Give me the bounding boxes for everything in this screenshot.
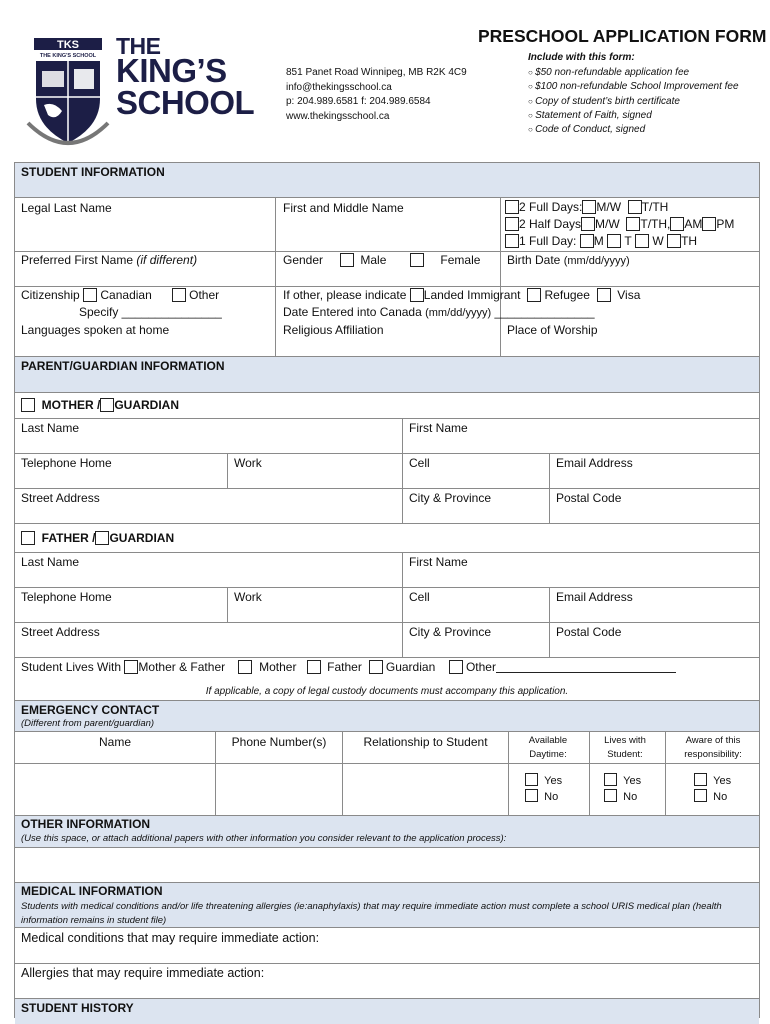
lives-with-row [21,660,676,674]
col-aware-header: Aware of this responsibility: [684,735,742,760]
other-info-textarea[interactable] [15,849,759,882]
schedule-full-days-row [505,200,668,214]
form-title: PRESCHOOL APPLICATION FORM [478,26,767,46]
mother-email-field[interactable]: Email Address [556,456,633,470]
lives-mother-checkbox[interactable] [238,660,252,674]
lives-with-label: Student Lives With [21,660,122,674]
mother-label: MOTHER / [41,398,101,412]
parent-info-title: PARENT/GUARDIAN INFORMATION [21,359,225,373]
row-divider [15,251,759,252]
phone-line: p: 204.989.6581 f: 204.989.6584 [286,96,431,107]
logo-tks-text: TKS [57,39,79,51]
row-divider [15,622,759,623]
row-divider [15,963,759,964]
father-guardian-checkbox[interactable] [95,531,109,545]
col-divider [402,552,403,657]
date-entered-line: _______________ [494,305,595,319]
medical-conditions-field[interactable]: Medical conditions that may require immediate action: [21,931,320,945]
specify-field[interactable]: Specify _______________ [79,305,222,319]
mw-label: M/W [596,200,622,214]
school-address-block [286,66,467,124]
citizenship-label: Citizenship [21,288,80,302]
student-info-title: STUDENT INFORMATION [21,165,165,179]
student-history-title: STUDENT HISTORY [21,1001,134,1015]
school-crest-logo [22,35,114,153]
father-postal-field[interactable]: Postal Code [556,625,622,639]
mother-work-phone-field[interactable]: Work [234,456,262,470]
am-label: AM [684,217,703,231]
schedule-half-days-row [505,217,734,231]
m-label: M [593,234,604,248]
available-no-checkbox[interactable] [525,789,538,802]
tth-comma-label: T/TH, [640,217,671,231]
col-divider [589,732,590,815]
mother-guardian-checkbox[interactable] [100,398,114,412]
half-days-mw-checkbox[interactable] [581,217,595,231]
first-middle-name-field[interactable]: First and Middle Name [283,201,404,215]
other-info-title: OTHER INFORMATION [21,817,151,831]
day-th-checkbox[interactable] [667,234,681,248]
citizenship-other-checkbox[interactable] [172,288,186,302]
allergies-field[interactable]: Allergies that may require immediate action: [21,966,265,980]
available-yes-checkbox[interactable] [525,773,538,786]
lives-mother-father-checkbox[interactable] [124,660,138,674]
w-label: W [652,234,664,248]
birth-date-field[interactable] [507,253,630,267]
refugee-checkbox[interactable] [527,288,541,302]
aware-no-checkbox[interactable] [694,789,707,802]
mw-label: M/W [595,217,620,231]
row-divider [15,418,759,419]
father-guardian-row [21,531,174,545]
gender-label: Gender [283,253,324,267]
visa-label: Visa [617,288,641,302]
email-line: info@thekingsschool.ca [286,81,392,93]
lives-mother-father-label: Mother & Father [138,660,226,674]
row-divider [15,763,759,764]
full-days-tth-checkbox[interactable] [628,200,642,214]
day-m-checkbox[interactable] [580,234,594,248]
lives-other-label: Other [465,660,496,674]
yes-label: Yes [623,775,642,787]
col-name-header: Name [98,735,131,749]
no-label: No [713,791,728,803]
school-name-the: THE [116,33,161,59]
date-entered-field[interactable] [283,305,595,319]
col-divider [227,587,228,622]
lives-father-checkbox[interactable] [307,660,321,674]
father-checkbox[interactable] [21,531,35,545]
guardian-label: GUARDIAN [109,531,175,545]
yes-label: Yes [544,775,563,787]
lives-yes-checkbox[interactable] [604,773,617,786]
father-city-field[interactable]: City & Province [409,625,492,639]
place-of-worship-field[interactable]: Place of Worship [507,323,598,337]
landed-immigrant-checkbox[interactable] [410,288,424,302]
if-other-label: If other, please indicate [283,288,407,302]
father-work-phone-field[interactable]: Work [234,590,262,604]
date-entered-format: (mm/dd/yyyy) [425,307,492,319]
mother-street-field[interactable]: Street Address [21,491,100,505]
school-name-school: SCHOOL [116,84,255,121]
mother-first-name-field[interactable]: First Name [409,421,468,435]
half-days-2-checkbox[interactable] [505,217,519,231]
mother-cell-field[interactable]: Cell [409,456,430,470]
aware-yes-no [694,773,731,805]
col-divider [227,453,228,488]
male-checkbox[interactable] [340,253,354,267]
aware-yes-checkbox[interactable] [694,773,707,786]
available-yes-no [525,773,562,805]
no-label: No [623,791,638,803]
row-divider [15,587,759,588]
visa-checkbox[interactable] [597,288,611,302]
emergency-title: EMERGENCY CONTACT [21,703,160,717]
lives-mother-label: Mother [259,660,297,674]
col-divider [665,732,666,815]
lives-guardian-checkbox[interactable] [369,660,383,674]
full-days-mw-checkbox[interactable] [582,200,596,214]
birth-date-label: Birth Date [507,253,561,267]
mother-home-phone-field[interactable]: Telephone Home [21,456,112,470]
include-item: ○ Copy of student’s birth certificate [528,95,739,109]
include-item: ○ Statement of Faith, signed [528,109,739,123]
languages-field[interactable]: Languages spoken at home [21,323,170,337]
lives-other-checkbox[interactable] [449,660,463,674]
col-divider [500,198,501,356]
row-divider [15,552,759,553]
half-days-pm-checkbox[interactable] [702,217,716,231]
mother-last-name-field[interactable]: Last Name [21,421,80,435]
canadian-label: Canadian [100,288,152,302]
full-day-1-label: 1 Full Day: [519,234,577,248]
lives-guardian-label: Guardian [385,660,436,674]
legal-last-name-field[interactable]: Legal Last Name [21,201,112,215]
full-days-2-label: 2 Full Days: [519,200,583,214]
preferred-name-label: Preferred First Name [21,253,134,267]
if-different-note: (if different) [136,253,198,267]
half-days-2-label: 2 Half Days [519,217,582,231]
col-lives-header: Lives with Student: [604,735,646,760]
father-last-name-field[interactable]: Last Name [21,555,80,569]
include-title: Include with this form: [528,52,635,63]
father-home-phone-field[interactable]: Telephone Home [21,590,112,604]
t-label: T [624,234,632,248]
mother-city-field[interactable]: City & Province [409,491,492,505]
row-divider [15,657,759,658]
address-line: 851 Panet Road Winnipeg, MB R2K 4C9 [286,67,467,78]
website-line: www.thekingsschool.ca [286,110,390,122]
father-label: FATHER / [41,531,96,545]
medical-title: MEDICAL INFORMATION [21,884,163,898]
full-days-2-checkbox[interactable] [505,200,519,214]
female-checkbox[interactable] [410,253,424,267]
immigration-status-row [283,288,640,302]
no-label: No [544,791,559,803]
lives-other-line[interactable] [496,661,676,673]
logo-subtitle: THE KING'S SCHOOL [39,53,97,59]
th-label: TH [681,234,698,248]
col-divider [402,418,403,523]
row-divider [15,488,759,489]
school-name-kings: KING’S [116,52,227,89]
mother-guardian-row [21,398,179,412]
include-item: ○ Code of Conduct, signed [528,123,739,137]
birth-date-format: (mm/dd/yyyy) [563,255,630,267]
emergency-subtitle: (Different from parent/guardian) [21,718,155,729]
day-w-checkbox[interactable] [635,234,649,248]
schedule-one-day-row [505,234,697,248]
col-phone-header: Phone Number(s) [231,735,327,749]
female-label: Female [440,253,481,267]
include-item: ○ $100 non-refundable School Improvement fee [528,80,739,94]
preferred-name-field[interactable] [21,253,197,267]
col-available-header: Available Daytime: [528,735,568,760]
date-entered-label: Date Entered into Canada [283,305,422,319]
day-t-checkbox[interactable] [607,234,621,248]
landed-immigrant-label: Landed Immigrant [423,288,521,302]
yes-label: Yes [713,775,732,787]
other-label: Other [189,288,220,302]
father-first-name-field[interactable]: First Name [409,555,468,569]
refugee-label: Refugee [544,288,590,302]
lives-no-checkbox[interactable] [604,789,617,802]
half-days-tth-checkbox[interactable] [626,217,640,231]
gender-row [283,253,480,267]
citizenship-row [21,288,219,302]
col-divider [275,198,276,356]
tth-label: T/TH [641,200,669,214]
father-street-field[interactable]: Street Address [21,625,100,639]
medical-note: Students with medical conditions and/or life threatening allergies (ie:anaphylaxis) that may require immediate action must complete a school URIS medical plan (health information remains in student file) [21,901,722,926]
male-label: Male [360,253,387,267]
pm-label: PM [716,217,735,231]
lives-yes-no [604,773,641,805]
row-divider [15,286,759,287]
canadian-checkbox[interactable] [83,288,97,302]
col-divider [508,732,509,815]
mother-checkbox[interactable] [21,398,35,412]
other-info-note: (Use this space, or attach additional papers with other information you consider relevant to the application process): [21,833,507,844]
father-email-field[interactable]: Email Address [556,590,633,604]
col-relationship-header: Relationship to Student [363,735,488,749]
father-cell-field[interactable]: Cell [409,590,430,604]
include-item: ○ $50 non-refundable application fee [528,66,739,80]
religious-affiliation-field[interactable]: Religious Affiliation [283,323,384,337]
mother-postal-field[interactable]: Postal Code [556,491,622,505]
guardian-label: GUARDIAN [114,398,180,412]
custody-note: If applicable, a copy of legal custody documents must accompany this application. [205,686,569,697]
full-day-1-checkbox[interactable] [505,234,519,248]
row-divider [15,523,759,524]
half-days-am-checkbox[interactable] [670,217,684,231]
include-list [528,66,739,137]
row-divider [15,453,759,454]
lives-father-label: Father [327,660,362,674]
